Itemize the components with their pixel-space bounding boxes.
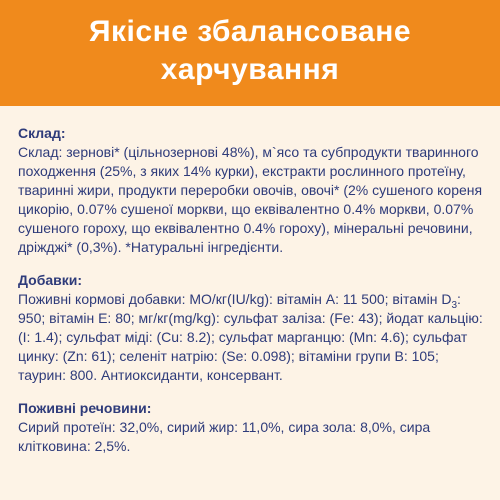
additives-text-part-1: Поживні кормові добавки: МО/кг(IU/kg): вітамін А: 11 500; вітамін D	[18, 291, 452, 307]
additives-text-part-2: : 950; вітамін Е: 80; мг/кг(mg/kg): сульфат заліза: (Fe: 43); йодат кальцію: (I: 1.4); сульфат міді: (Cu: 8.2); сульфат марганцю: (Mn: 4.6); сульфат цинку: (Zn: 61); селеніт натрію: (Se: 0.098); вітаміни групи В: 105; таурин: 800. Антиоксиданти, консервант.	[18, 291, 483, 383]
header-banner	[0, 0, 500, 106]
nutrients-text: Сирий протеїн: 32,0%, сирий жир: 11,0%, сира зола: 8,0%, сира клітковина: 2,5%.	[18, 419, 431, 454]
composition-title: Склад:	[18, 125, 66, 141]
content	[18, 124, 488, 470]
vitamin-d-subscript: 3	[451, 299, 458, 311]
nutrients-title: Поживні речовини:	[18, 400, 152, 416]
page-title	[89, 13, 411, 93]
additives-text	[18, 290, 488, 385]
title-line-1: Якісне збалансоване	[88, 15, 412, 48]
composition-text: Склад: зернові* (цільнозернові 48%), м`ясо та субпродукти тваринного походження (25%, з яких 14% курки), екстракти рослинного протеїну, тваринні жири, продукти переробки овочів, овочі* (2% сушеного кореня цикорію, 0.07% сушеної моркви, що еквівалентно 0.4% моркви, 0.07% сушеного гороху, що еквівалентно 0.4% гороху), мінеральні речовини, дріжджі* (0,3%). *Натуральні інгредієнти.	[18, 144, 483, 255]
composition-section	[18, 124, 488, 257]
additives-title: Добавки:	[18, 272, 83, 288]
title-line-2: харчування	[160, 53, 340, 86]
additives-section	[18, 271, 488, 385]
nutrients-section	[18, 399, 488, 456]
